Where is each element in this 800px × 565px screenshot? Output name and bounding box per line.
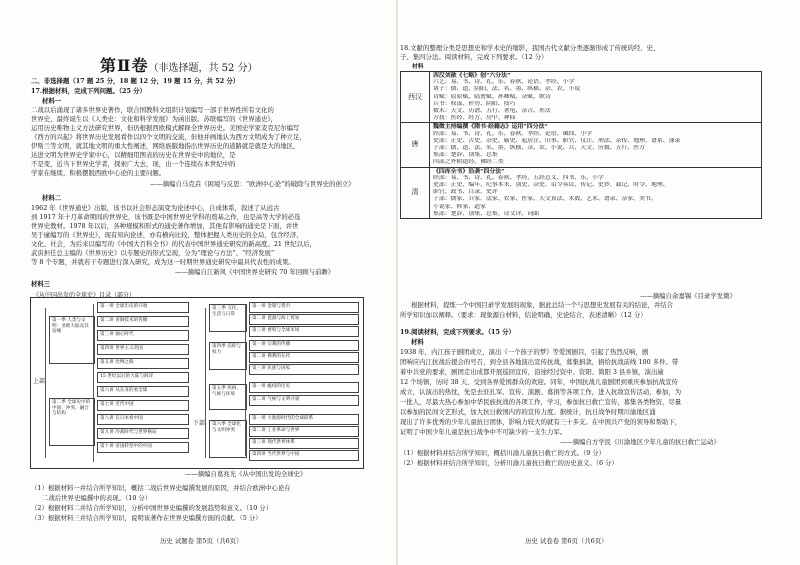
q19-line: 12 个场镇，历时 38 天，受到各界爱国群众的欢迎。同年，中国抗战儿童剧团到重庆参加抗战宣传	[400, 378, 678, 386]
q17-question: （3）根据材料三并结合所学知识，说明该著作在世界史编撰方面的贡献。（5 分）	[31, 514, 262, 522]
toc-upper-label: 上部	[33, 378, 46, 385]
toc-chapter: 第八讲 在日本看中国	[97, 414, 189, 425]
toc-chapter: 第三讲 民族与国家	[249, 364, 359, 375]
toc-chapter: 第七讲 近代中国	[97, 400, 189, 411]
q17-question: （1）根据材料一并结合所学知识，概括二战后世界史编撰发展的原因，并结合欧洲中心论在	[31, 484, 291, 492]
toc-chapter: 第三讲 轴心时代	[97, 330, 189, 341]
toc-chapter: 第一讲 瘟疫的历史	[249, 382, 359, 393]
toc-chapter: 第二讲 气候与文明兴衰	[249, 395, 359, 406]
dynasty-cell: 清	[401, 167, 430, 218]
toc-chapter: 第五讲 丝绸之路	[97, 358, 189, 369]
material2-label: 材料二	[42, 194, 62, 202]
m1-line: 伊斯兰等文明，就其地文明的重大性阐述，网络族服地指出世界历史的道路就是就是大的地区，	[31, 142, 300, 150]
toc-chapter: 第一讲 大航海时代的全球联系	[249, 414, 359, 425]
q19-line: 团响应内江抗战后援会的号召，到全县各地演出宣传抗战，募集捐款，捐给抗战前线 100 多件。带	[400, 358, 679, 366]
q19-line: 成立，认演出的热忱，先是去驻扎军、宣传、演剧、募捐等各项工作，进入抗敌宣传活动，参加，为	[400, 388, 682, 396]
catalog-line: 六艺：易、书、诗、礼、乐、春秋、论语、孝经、小学	[433, 79, 575, 86]
right-footer: 历史 试卷卷 第6页（共6页）	[525, 537, 608, 545]
catalog-line: 集部：楚辞、别集、总集、诗文评、词曲	[433, 210, 540, 217]
m2-line: 武寅担任总主编的《世界历史》以专题史的形式呈现，分为“理论与方法”、“经济发展”	[31, 249, 275, 257]
toc-part-5: 第五季 疾病、气候与环境	[209, 384, 247, 410]
page-fold	[396, 0, 398, 565]
catalog-line: 《四库全书》沿袭“四分法”	[433, 167, 505, 175]
q18-req-line: 所学知识加以阐释。（要求：现象源自材料，结论明确，史论结合，表述清晰）（12 分）	[400, 311, 647, 319]
toc-chapter: 第三讲 香料与全球市场	[249, 326, 359, 337]
catalog-table	[400, 71, 762, 219]
section-title-note: （非选择题，共 52 分）	[148, 63, 258, 74]
q18-line: 子、集四分法。阅读材料，完成下列要求。（12 分）	[400, 53, 548, 61]
m1-line: 二战以后涌现了诸多世界史著作，联合国教科文组织计划编写一部手世界性所有文化的	[31, 106, 274, 114]
toc-chapter: 第二讲 工业革命与世界	[249, 426, 359, 437]
q19-intro: 19.阅读材料，完成下列要求。（15 分）	[400, 328, 515, 336]
q19-question: （1）根据材料并结合所学知识，概括川渝儿童抗日救亡的方式。（9 分）	[400, 449, 606, 457]
toc-part-3: 第三季 交往、生活与日常	[209, 304, 247, 332]
material2-source: ——摘编自江新风《中国世界史研究 70 年回顾与前瞻》	[175, 268, 335, 276]
q19-question: （2）根据材料并结合所学知识，分析川渝儿童抗日救亡的历史意义。（6 分）	[400, 459, 618, 467]
catalog-line: 子部：儒、道、法、名、墨、纵横、杂、农、小说、兵、天文、历数、五行、医方	[433, 145, 646, 152]
m2-line: 1962 年《世界通史》出版，该书以社会形态演变为论述中心，自成体系，叙述了从远古	[31, 204, 280, 212]
toc-chapter: 第九讲 冷战时代与世界格局	[97, 428, 189, 439]
catalog-line: 史部：正史、编年、纪事本末、别史、杂史、诏令奏议、传记、史钞、载记、时令、地理、	[433, 182, 669, 189]
material3-label: 材料三	[31, 280, 51, 288]
catalog-line: 经部：易、书、诗、礼、乐、春秋、孝经、论语、谶纬、小学	[433, 130, 593, 137]
q17-question: 二战后世界史编撰中的表现。（10 分）	[42, 494, 152, 502]
catalog-line: 集部：楚辞、别集、总集	[433, 152, 498, 159]
m1-line: 《西方的兴起》将世界历史发展看作以四个文明的交流，但他并画地认为西方文明成为了种立足，	[31, 133, 306, 141]
toc-chapter: 15 世纪以后的大陆与海洋	[97, 372, 189, 383]
m2-line: 吴于廑编写的《世界史》，现有知向论述，亦有横向比较，整体把握人类历史的全局，包含经济、	[31, 231, 303, 239]
material1-source: ——摘编自马克垚《困境与反思：“欧洲中心论”的破除与世界史的创立》	[150, 180, 355, 188]
catalog-line: 魏徵主持编撰《隋书·经籍志》运用“四分法”	[433, 123, 548, 131]
m2-line: 到 1917 年十月革命期间的世界史，该书既是中国世界史学科的奠基之作，也是高等大学的必选	[31, 213, 301, 221]
left-footer: 历史 试题卷 第5页（共6页）	[160, 537, 243, 545]
m1-line: 学家在继续，积极摆脱西欧中心论的主要问题。	[31, 169, 166, 177]
q17-intro: 17.根据材料，完成下列问题。（25 分）	[31, 87, 146, 95]
q18-line: 18.文献的整理分类是思想史和学术史的缩影，我国古代文献分类逐渐形成了传统的经、史、	[400, 44, 660, 52]
toc-title: 《从中国出发的全球史》目录（部分）	[33, 292, 136, 299]
toc-chapter: 第二讲 佛教的东传	[249, 352, 359, 363]
toc-diagram	[30, 292, 364, 469]
toc-chapter: 第一讲 宗教的传播	[249, 340, 359, 351]
q17-question: （2）根据材料二并结合所学知识，分析中国世界史编撰的发展趋势和意义。（10 分）	[31, 504, 273, 512]
catalog-line: 四部之外附道经、佛经二类	[433, 159, 504, 166]
m2-line: 文化、社会，为后来以编写的《中国大百科全书》的代表中国世界通史研究的新高度。21 世纪以后，	[31, 240, 316, 248]
m1-line: 达进文明为世界史学家中心，以精细用图表的历史在世界史中的地位，是	[31, 151, 236, 159]
catalog-source: ——摘编自余嘉锡《目录学发微》	[640, 292, 736, 300]
toc-chapter: 第四讲 世界主义帝国	[97, 344, 189, 355]
m2-line: 世界史教材。1978 年以后，各种规模和形式的通史著作增加，其他有影响的通史是下面，并世	[31, 222, 299, 230]
toc-chapter: 第一讲 金银与货币	[249, 302, 359, 313]
catalog-line: 数术：天文、历谱、五行、著龟、杂占、形法	[433, 108, 551, 115]
catalog-line: 兵书：权谋、形势、阴阳、技巧	[433, 100, 516, 107]
toc-source: ——摘编自葛兆光《从中国出发的全球史》	[185, 470, 307, 478]
q19-material-label: 材料	[411, 338, 424, 346]
toc-part-4: 第四季 信仰与权力	[209, 342, 247, 370]
catalog-line: 西汉刘歆《七略》创“六分法”	[433, 72, 511, 79]
catalog-line: 职官、政书、目录、史评	[433, 189, 498, 196]
toc-chapter: 第十讲 帝国转型中的中国	[97, 442, 189, 453]
section2-heading: 二、非选择题（17 题 25 分，18 题 12 分，19 题 15 分，共 52 分）	[31, 77, 240, 85]
m2-line: 等 8 个专题，并就若干专题进行深入研究，成为这一时期世界通史研究中最具代表性的成果。	[31, 258, 295, 266]
m1-line: 世界史，最终诞生以《人类史：文化和科学发展》为函出版。苏联编写的《世界通史》，	[31, 115, 278, 123]
m1-line: 不是变，近当下世界史学者，探索广大去，现，出一个连续在本世纪中的	[31, 160, 236, 168]
toc-chapter: 第二讲 瓷器与海上贸易	[249, 314, 359, 325]
q19-line: 现出了许多优秀的少年儿童抗日团体，影响力较大的就有三十多支。在中国共产党的领导和帮助下，	[400, 418, 682, 426]
toc-chapter: 第一讲 全球历史的开端	[97, 302, 189, 313]
m1-line: 运用历史唯物主义方法研究世界，但仍根据西欧模式解释全世界历史。美国史学家麦克尼尔编写	[31, 124, 300, 132]
catalog-line: 诸子：儒、道、阴阳、法、名、墨、纵横、杂、农、小说	[433, 86, 581, 93]
dynasty-cell: 唐	[401, 123, 430, 167]
q18-material-label: 材料	[412, 64, 424, 70]
catalog-line: 史部：正史、古史、杂史、霸史、起居注、旧事、职官、仪注、刑法、杂传、地理、谱系、簿录	[433, 137, 681, 144]
catalog-line: 子部：儒家、兵家、法家、农家、医家、天文算法、术数、艺术、谱录、杂家、类书、	[433, 196, 657, 203]
toc-lower-label: 下部	[193, 420, 206, 427]
table-row	[401, 72, 762, 123]
toc-chapter: 第四讲 当代世界与中国	[249, 450, 359, 461]
dynasty-cell: 西汉	[401, 72, 430, 123]
toc-part-2: 第二季 全球史中的中国：冲突、融合与结构	[49, 398, 95, 446]
table-row	[401, 123, 762, 167]
catalog-line: 方技：医经、经方、房中、神仙	[433, 115, 516, 122]
section-title: 第Ⅱ卷（非选择题，共 52 分）	[100, 56, 258, 75]
toc-chapter: 第二讲 青铜技术的传播	[97, 316, 189, 327]
q19-line: 着中共党的要求，剧团走出成都开展巡回宣传，沿途经过资中、资阳、简阳 3 县乡镇，演出逾	[400, 368, 664, 376]
q19-line: 证明了中国少年儿童是抗日战争中不可缺少的一支生力军。	[400, 428, 567, 436]
catalog-line: 经部：易、书、诗、礼、春秋、孝经、五经总义、四书、乐、小学	[433, 174, 604, 181]
toc-chapter: 第六讲 从东亚的看全球	[97, 386, 189, 397]
table-row	[401, 167, 762, 218]
q19-line: 一批人，尽最大热心参加中华民族抗战的各项工作，学习，参加抗日救亡宣传，募集各类物资，尽量	[400, 398, 682, 406]
catalog-line: 诗赋：屈原赋、陆贾赋、孙卿赋、杂赋、歌诗	[433, 93, 551, 100]
q18-req-line: 根据材料，提炼一个中国目录学发展的现象，据此总结一个与思想史发展有关的结论，并结合	[411, 301, 674, 309]
q19-source: ——摘编自方学民《川渝地区少年儿童的抗日救亡运动》	[560, 438, 720, 446]
q19-line: 以参加的民间文艺形式，加大抗日救国内容的宣传力度。据统计，抗日战争时期川渝地区涌	[400, 408, 656, 416]
catalog-line: 小说家、释家、道家	[433, 203, 487, 210]
toc-chapter: 第三讲 现代世界体系	[249, 438, 359, 449]
toc-part-1: 第一季 人类与文明：亚欧大陆及其边缘	[49, 316, 95, 364]
material1-label: 材料一	[42, 97, 62, 105]
q19-line: 1938 年，内江孩子剧团成立，演出《一个孩子的梦》等爱国剧目，引起了热烈反响，剧	[400, 348, 649, 356]
toc-part-6: 第六季 全球化与文明冲突	[209, 420, 247, 458]
